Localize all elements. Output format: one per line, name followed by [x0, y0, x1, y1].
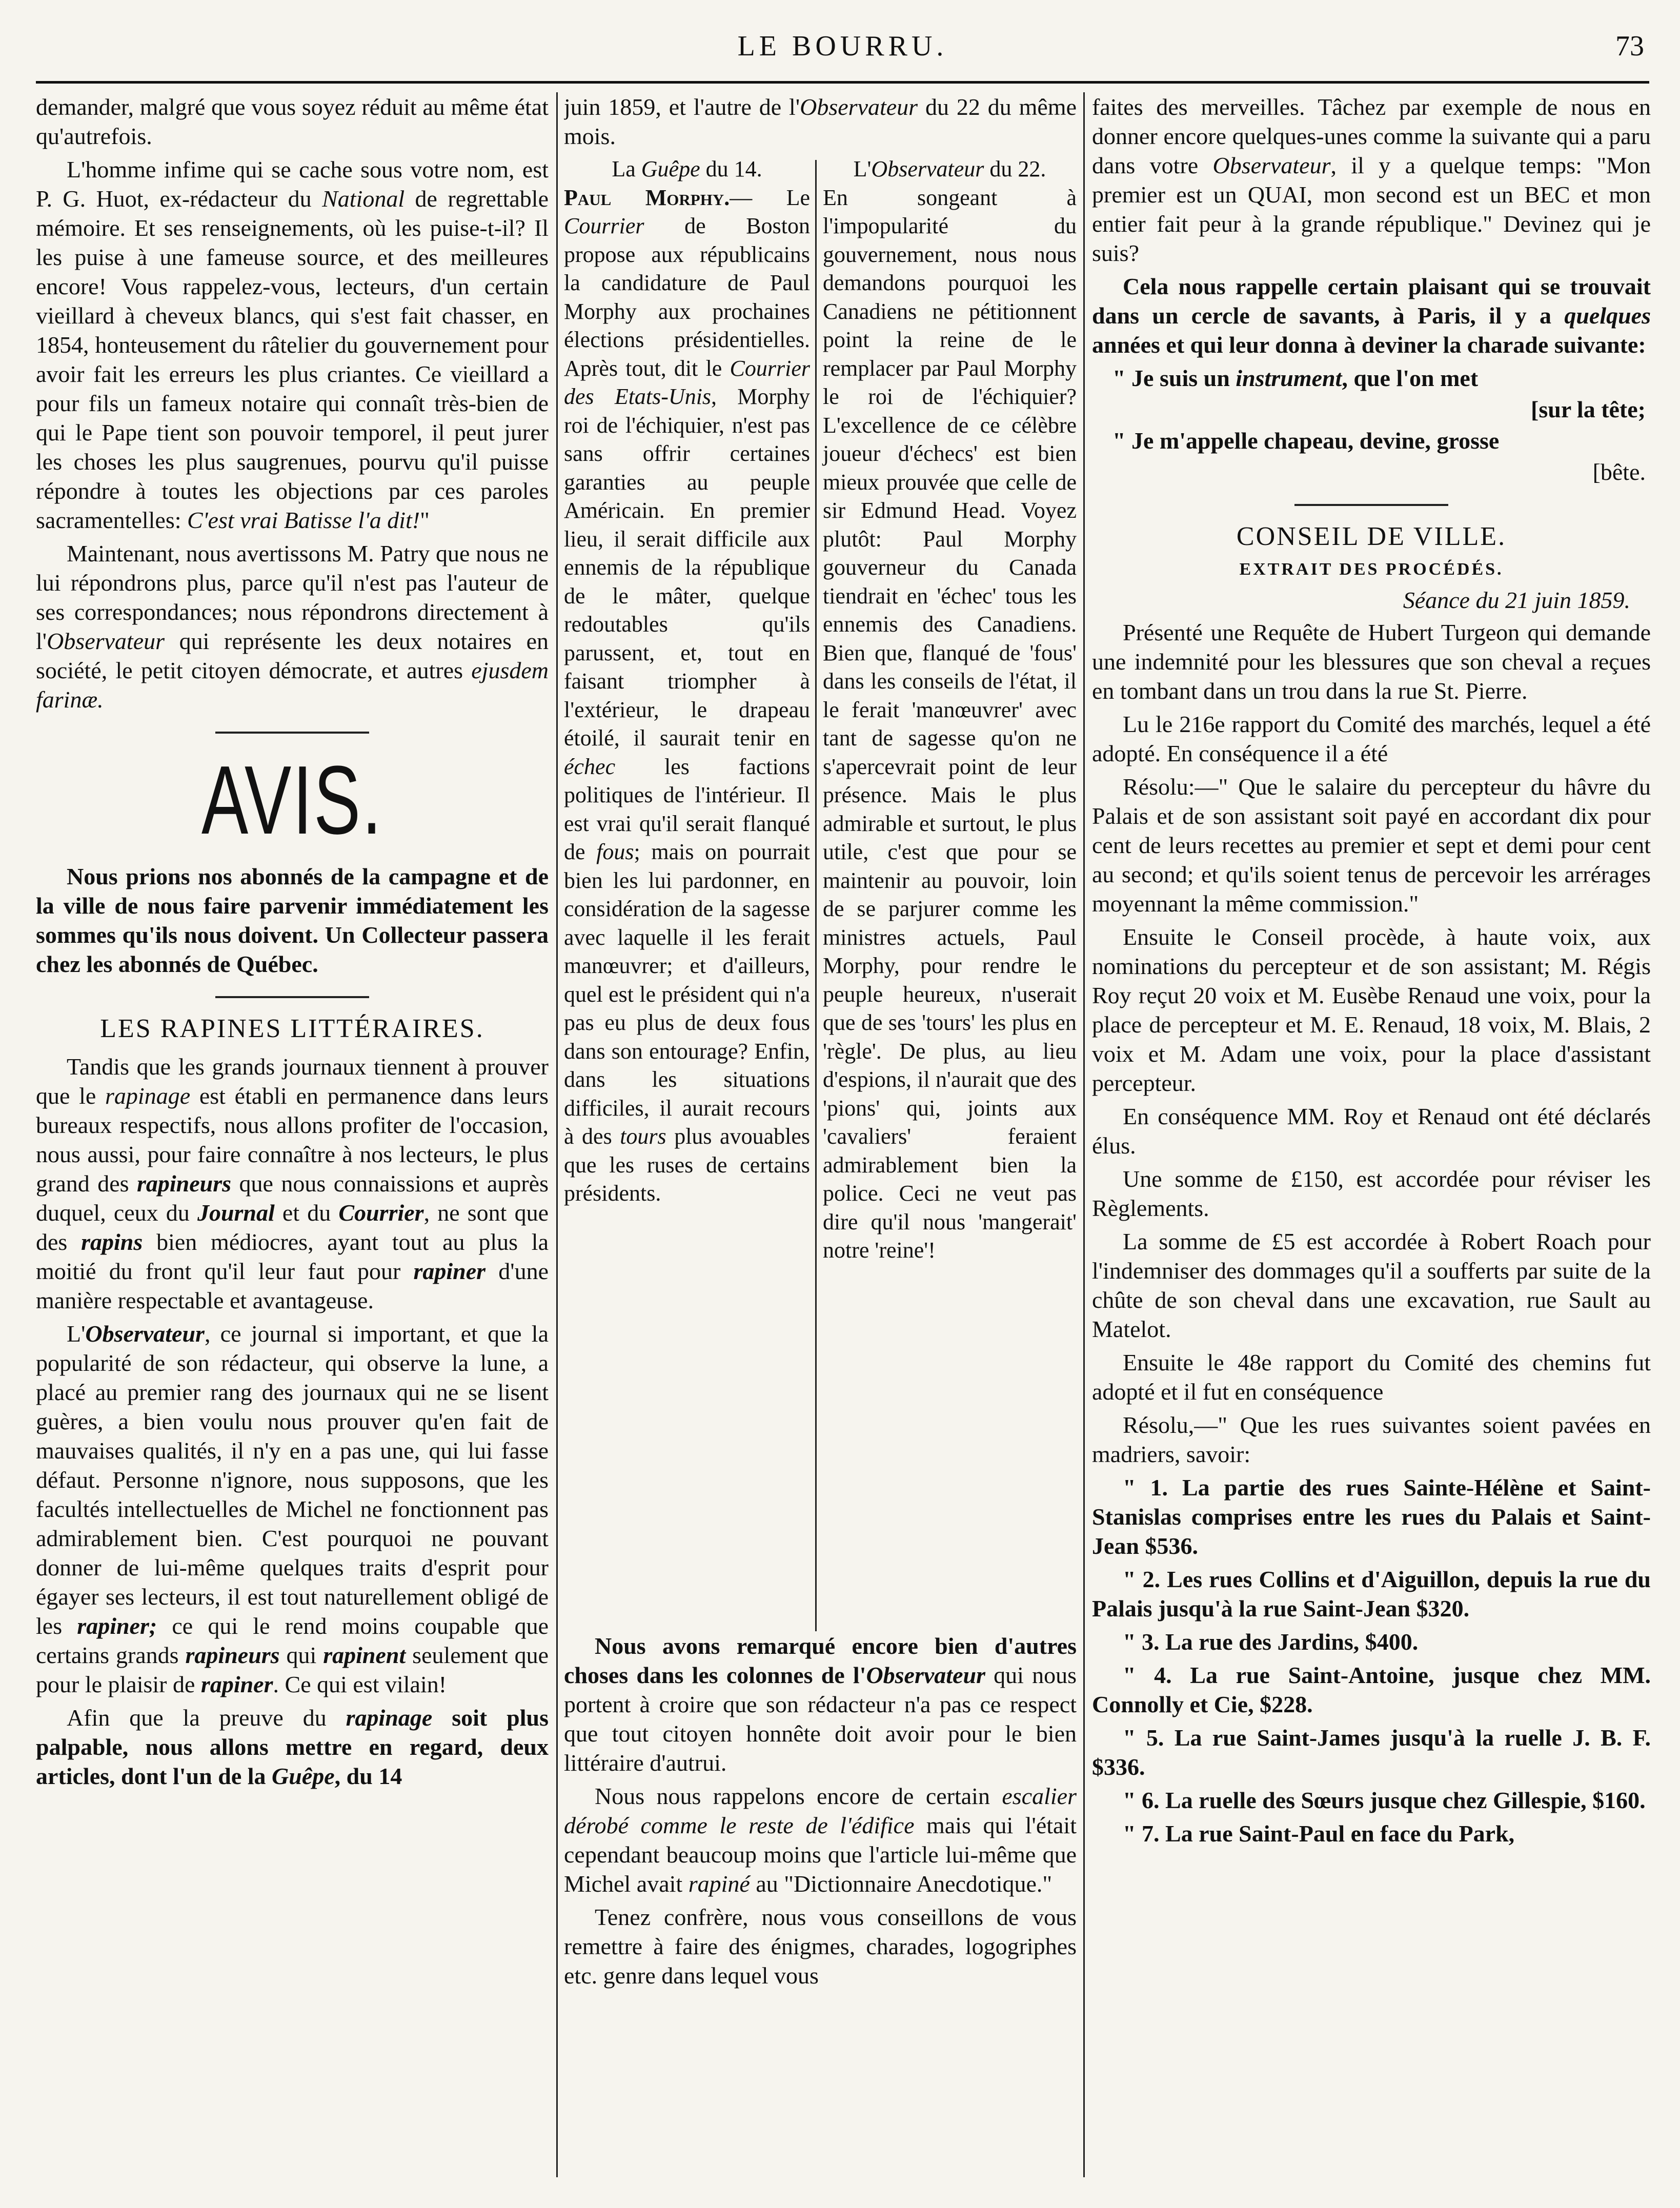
section-title-conseil: CONSEIL DE VILLE. — [1236, 522, 1507, 551]
separator-rule — [1294, 504, 1448, 506]
list-item: " 4. La rue Saint-Antoine, jusque chez MM. Connolly et Cie, $228. — [1092, 1662, 1651, 1717]
paragraph: Tenez confrère, nous vous conseillons de vous remettre à faire des énigmes, charades, logogriphes etc. genre dans lequel vous — [564, 1904, 1077, 1989]
column-1 — [36, 92, 549, 2187]
paragraph: Ensuite le Conseil procède, à haute voix, aux nominations du percepteur et de son assistant; M. Régis Roy reçut 20 voix et M. Eusèbe Renaud une voix, pour la place de percepteur et M. E. Renaud, 18 voix, M. Blais, 2 voix et M. Adam une voix, pour la place d'assistant percepteur. — [1092, 924, 1651, 1096]
article-heading: L'Observateur du 22. — [853, 156, 1046, 181]
page-number: 73 — [1615, 30, 1644, 62]
guepe-article — [564, 155, 810, 1212]
paragraph: Afin que la preuve du rapinage soit plus palpable, nous allons mettre en regard, deux articles, dont l'un de la Guêpe, du 14 — [36, 1705, 549, 1789]
article-text: Paul Morphy.— Le Courrier de Boston propose aux républicains la candidature de Paul Morphy aux prochaines élections présidentielles. Après tout, dit le Courrier des Etats-Unis, Morphy roi de l'échiquier, n'est pas sans offrir certaines garanties au peuple Américain. En premier lieu, il serait difficile aux ennemis de la république de le mâter, quelque redoutables qu'ils parussent, et, tout en faisant triompher à l'extérieur, le drapeau étoilé, il saurait tenir en échec les factions politiques de l'intérieur. Il est vrai qu'il serait flanqué de fous; mais on pourrait bien les lui pardonner, en considération de la sagesse avec laquelle il les ferait manœuvrer; et d'ailleurs, quel est le président qui n'a pas eu plus de deux fous dans son entourage? Enfin, dans les situations difficiles, il aurait recours à des tours plus avouables que les ruses de certains présidents. — [564, 185, 811, 1206]
paragraph: Nous nous rappelons encore de certain escalier dérobé comme le reste de l'édifice mais qui l'était cependant beaucoup moins que l'article lui-même que Michel avait rapiné au "Dictionnaire Anecdotique." — [564, 1783, 1077, 1897]
paragraph: En conséquence MM. Roy et Renaud ont été déclarés élus. — [1092, 1103, 1651, 1159]
paragraph: Tandis que les grands journaux tiennent à prouver que le rapinage est établi en permanence dans leurs bureaux respectifs, nous allons profiter de l'occasion, nous aussi, pour faire connaître à nos lecteurs, le plus grand des rapineurs que nous connaissions et auprès duquel, ceux du Journal et du Courrier, ne sont que des rapins bien médiocres, ayant tout au plus la moitié du front qu'il leur faut pour rapiner d'une manière respectable et avantageuse. — [36, 1054, 549, 1313]
charade-verse: [bête. — [1592, 459, 1646, 485]
section-title-rapines: LES RAPINES LITTÉRAIRES. — [100, 1014, 484, 1043]
paragraph: Ensuite le 48e rapport du Comité des chemins fut adopté et il fut en conséquence — [1092, 1349, 1651, 1405]
column-divider-2 — [1083, 92, 1085, 2177]
paragraph: faites des merveilles. Tâchez par exemple de nous en donner encore quelques-unes comme la suivante qui a paru dans votre Observateur, il y a quelque temps: "Mon premier est un QUAI, mon second est un BEC et mon entier fait peur à la grande république." Devinez qui je suis? — [1092, 94, 1651, 266]
article-heading: La Guêpe du 14. — [612, 156, 762, 181]
newspaper-title: LE BOURRU. — [737, 30, 948, 62]
column-2 — [564, 92, 1077, 2187]
page-header — [36, 26, 1649, 82]
comparison-divider — [815, 160, 817, 1631]
list-item: " 6. La ruelle des Sœurs jusque chez Gillespie, $160. — [1123, 1787, 1646, 1813]
charade-verse: " Je suis un instrument, que l'on met — [1112, 365, 1479, 391]
comparison-block — [564, 155, 1077, 1631]
seance-date: Séance du 21 juin 1859. — [1403, 587, 1630, 613]
column-3 — [1092, 92, 1651, 2187]
observateur-article — [823, 155, 1077, 1269]
article-text: En songeant à l'impopularité du gouvernement, nous nous demandons pourquoi les Canadiens ne pétitionnent point la reine de le remplacer par Paul Morphy le roi de l'échiquier? L'excellence de ce célèbre joueur d'échecs' est bien mieux prouvée que celle de sir Edmund Head. Voyez plutôt: Paul Morphy gouverneur du Canada tiendrait en 'échec' tous les ennemis des Canadiens. Bien que, flanqué de 'fous' dans les conseils de l'état, il le ferait 'manœuvrer' avec tant de sagesse qu'on ne s'apercevrait point de leur présence. Mais le plus admirable et surtout, le plus utile, c'est que pour se maintenir au pouvoir, loin de se parjurer comme les ministres actuels, Paul Morphy, pour rendre le peuple heureux, n'userait que de ses 'tours' les plus en 'règle'. De plus, au lieu d'espions, il n'aurait que des 'pions' qui, joints aux 'cavaliers' feraient admirablement bien la police. Ceci ne veut pas dire qu'il nous 'mangerait' notre 'reine'! — [823, 185, 1077, 1263]
paragraph: La somme de £5 est accordée à Robert Roach pour l'indemniser des dommages qu'il a soufferts par suite de la chûte de son cheval dans une excavation, rue Sault au Matelot. — [1092, 1228, 1651, 1342]
paragraph: Résolu:—" Que le salaire du percepteur du hâvre du Palais et de son assistant soit payé en accordant dix pour cent de leurs recettes au premier et sept et demi pour cent au second; et qu'ils soient tenus de percevoir les arrérages moyennant la même commission." — [1092, 774, 1651, 917]
paragraph: demander, malgré que vous soyez réduit au même état qu'autrefois. — [36, 94, 549, 149]
separator-rule — [215, 996, 369, 998]
list-item: " 5. La rue Saint-James jusqu'à la ruelle J. B. F. $336. — [1092, 1725, 1651, 1780]
paragraph: Une somme de £150, est accordée pour réviser les Règlements. — [1092, 1166, 1651, 1221]
avis-notice: Nous prions nos abonnés de la campagne et de la ville de nous faire parvenir immédiatement les sommes qu'ils nous doivent. Un Collecteur passera chez les abonnés de Québec. — [36, 863, 549, 977]
charade-verse: [sur la tête; — [1531, 396, 1646, 422]
column-divider-1 — [556, 92, 558, 2177]
paragraph: Cela nous rappelle certain plaisant qui se trouvait dans un cercle de savants, à Paris, il y a quelques années et qui leur donna à deviner la charade suivante: — [1092, 273, 1651, 358]
paragraph: L'homme infime qui se cache sous votre nom, est P. G. Huot, ex-rédacteur du National de regrettable mémoire. Et ses renseignements, où les puise-t-il? Il les puise à une fameuse source, et des meilleures encore! Vous rappelez-vous, lecteurs, d'un certain vieillard à cheveux blancs, qui s'est fait chasser, en 1854, honteusement du râtelier du gouvernement pour avoir fait les erreurs les plus criantes. Ce vieillard a pour fils un fameux notaire qui connaît très-bien de qui le Pape tient son pouvoir temporel, il peut jurer les choses les plus saugrenues, pourvu qu'il puisse répondre à toutes les objections par ces paroles sacramentelles: C'est vrai Batisse l'a dit!" — [36, 156, 549, 533]
paragraph: Lu le 216e rapport du Comité des marchés, lequel a été adopté. En conséquence il a été — [1092, 711, 1651, 766]
section-subtitle: EXTRAIT DES PROCÉDÉS. — [1239, 560, 1504, 579]
paragraph: L'Observateur, ce journal si important, et que la popularité de son rédacteur, qui observe la lune, a placé au premier rang des journaux qui ne se lisent guères, a bien voulu nous prouver qu'en fait de mauvaises qualités, il n'y en a pas une, qui lui fasse défaut. Personne n'ignore, nous supposons, que les facultés intellectuelles de Michel ne fonctionnent pas admirablement bien. C'est pourquoi ne pouvant donner de lui-même quelques traits d'esprit pour égayer ses lecteurs, il est tout naturellement obligé de les rapiner; ce qui le rend moins coupable que certains grands rapineurs qui rapinent seulement que pour le plaisir de rapiner. Ce qui est vilain! — [36, 1321, 549, 1697]
list-item: " 2. Les rues Collins et d'Aiguillon, depuis la rue du Palais jusqu'à la rue Saint-Jean $320. — [1092, 1566, 1651, 1622]
avis-heading: AVIS. — [201, 746, 383, 855]
list-item: " 1. La partie des rues Sainte-Hélène et Saint-Stanislas comprises entre les rues du Palais et Saint-Jean $536. — [1092, 1474, 1651, 1559]
separator-rule — [215, 732, 369, 734]
paragraph: Nous avons remarqué encore bien d'autres choses dans les colonnes de l'Observateur qui nous portent à croire que son rédacteur n'a pas ce respect que tout citoyen honnête doit avoir pour le bien littéraire d'autrui. — [564, 1633, 1077, 1776]
header-rule — [36, 81, 1649, 84]
paragraph: Maintenant, nous avertissons M. Patry que nous ne lui répondrons plus, parce qu'il n'est pas l'auteur de ses correspondances; nous répondrons directement à l'Observateur qui représente les deux notaires en société, le petit citoyen démocrate, et autres ejusdem farinæ. — [36, 540, 549, 713]
list-item: " 3. La rue des Jardins, $400. — [1123, 1629, 1419, 1655]
charade-verse: " Je m'appelle chapeau, devine, grosse — [1112, 428, 1500, 454]
list-item: " 7. La rue Saint-Paul en face du Park, — [1123, 1820, 1515, 1847]
paragraph: Résolu,—" Que les rues suivantes soient pavées en madriers, savoir: — [1092, 1412, 1651, 1467]
paragraph: juin 1859, et l'autre de l'Observateur du 22 du même mois. — [564, 94, 1077, 149]
paragraph: Présenté une Requête de Hubert Turgeon qui demande une indemnité pour les blessures que son cheval a reçues en tombant dans un trou dans la rue St. Pierre. — [1092, 619, 1651, 704]
